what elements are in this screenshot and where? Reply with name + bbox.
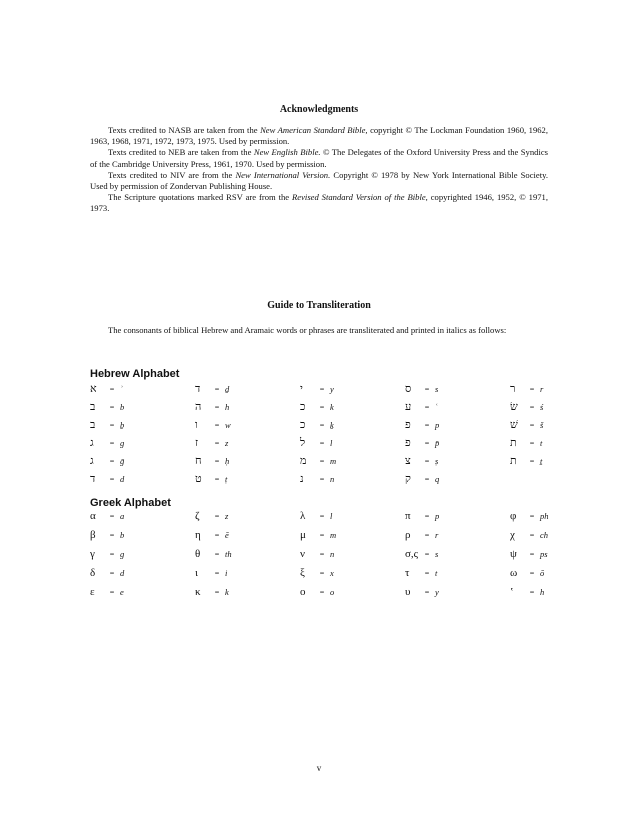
hebrew-letter: פ [405,437,411,449]
equals-sign: = [319,531,325,540]
greek-letter-entry [405,548,438,560]
greek-letter: ι [195,567,198,579]
equals-sign: = [109,439,115,448]
equals-sign: = [319,475,325,484]
equals-sign: = [319,439,325,448]
hebrew-letter-entry [195,437,228,449]
equals-sign: = [319,385,325,394]
greek-letter: σ,ς [405,548,419,560]
transliteration: th [225,549,232,559]
transliteration: s [435,384,439,394]
greek-letter-entry [510,529,548,541]
hebrew-letter: ד [195,383,201,395]
greek-letter: μ [300,529,306,541]
equals-sign: = [109,421,115,430]
greek-letter: τ [405,567,410,579]
equals-sign: = [424,475,430,484]
hebrew-letter-entry [195,473,227,485]
hebrew-letter: כ [300,419,306,431]
transliteration: d [120,568,125,578]
hebrew-letter: שׁ [510,419,518,431]
equals-sign: = [214,550,220,559]
hebrew-letter-entry [405,419,439,431]
greek-letter: ψ [510,548,517,560]
greek-letter: α [90,510,96,522]
equals-sign: = [319,421,325,430]
transliteration: z [225,511,229,521]
equals-sign: = [424,439,430,448]
equals-sign: = [424,403,430,412]
hebrew-letter: ל [300,437,306,449]
hebrew-letter-entry [90,437,124,449]
text-run: , copyright © The Lockman Foundation 1960, 1962, 1963, 1968, 1971, 1972, 1973, 1975. Used by permission. [90,125,548,147]
equals-sign: = [109,550,115,559]
transliteration: g [120,549,125,559]
greek-letter-entry [300,510,332,522]
bible-title: New English Bible. [253,147,321,158]
transliteration: i [225,568,228,578]
greek-letter: ρ [405,529,411,541]
hebrew-letter: כ [300,401,306,413]
transliteration: ḏ [225,384,230,394]
equals-sign: = [529,439,535,448]
bible-title: New American Standard Bible [260,125,366,135]
greek-letter: δ [90,567,96,579]
equals-sign: = [529,550,535,559]
greek-letter-entry [195,586,229,598]
transliteration: k [330,402,334,412]
hebrew-letter-entry [510,401,543,413]
transliteration: b [120,402,125,412]
equals-sign: = [214,588,220,597]
greek-alphabet-heading: Greek Alphabet [90,497,171,509]
hebrew-letter-entry [300,401,334,413]
hebrew-letter-entry [300,473,334,485]
greek-letter-entry [300,567,334,579]
greek-letter-entry [510,567,544,579]
hebrew-letter-entry [300,383,334,395]
hebrew-letter-entry [510,437,542,449]
hebrew-letter: ת [510,455,517,467]
transliteration: ḡ [120,456,125,466]
transliteration: ṣ [435,456,439,466]
transliteration: ph [540,511,549,521]
hebrew-letter: שׂ [510,401,518,413]
hebrew-letter-entry [90,455,124,467]
hebrew-letter-entry [405,455,438,467]
equals-sign: = [214,385,220,394]
transliteration: n [330,474,335,484]
transliteration: a [120,511,125,521]
equals-sign: = [214,512,220,521]
transliteration-intro [90,325,548,336]
hebrew-letter: ד [90,473,96,485]
acknowledgment-paragraph [90,125,548,147]
greek-letter: θ [195,548,201,560]
transliteration: w [225,420,231,430]
hebrew-letter-entry [510,419,543,431]
equals-sign: = [424,457,430,466]
equals-sign: = [319,457,325,466]
transliteration: ch [540,530,549,540]
equals-sign: = [529,588,535,597]
hebrew-alphabet-heading: Hebrew Alphabet [90,368,180,380]
hebrew-letter: ע [405,401,412,413]
transliteration: r [435,530,439,540]
text-run: Texts credited to NIV are from the [108,169,236,180]
text-run: Texts credited to NASB are taken from the [108,125,261,135]
hebrew-letter-entry [195,419,231,431]
equals-sign: = [424,512,430,521]
text-run: Texts credited to NEB are taken from the [108,147,254,158]
hebrew-letter: ב [90,401,96,413]
equals-sign: = [319,403,325,412]
greek-letter: ξ [300,567,305,579]
hebrew-letter: א [90,383,97,395]
hebrew-letter: ט [195,473,202,485]
greek-letter-entry [405,510,439,522]
transliteration: h [225,402,230,412]
equals-sign: = [214,421,220,430]
page-number: v [316,763,322,773]
greek-letter-entry [195,529,229,541]
transliteration: ḇ [120,420,125,430]
greek-letter: γ [90,548,95,560]
hebrew-letter: מ [300,455,307,467]
transliteration: m [330,456,337,466]
greek-letter: η [195,529,201,541]
greek-letter: λ [300,510,306,522]
equals-sign: = [214,403,220,412]
transliteration: ps [540,549,548,559]
greek-letter: κ [195,586,201,598]
acknowledgment-paragraph [90,192,548,214]
transliteration: y [330,384,334,394]
equals-sign: = [109,457,115,466]
transliteration: ṯ [540,456,543,466]
greek-letter-entry [510,548,548,560]
hebrew-letter: ב [90,419,96,431]
equals-sign: = [109,403,115,412]
transliteration: l [330,438,333,448]
hebrew-letter: ג [90,455,94,467]
greek-letter: ο [300,586,306,598]
greek-letter: π [405,510,411,522]
hebrew-letter: ר [510,383,516,395]
hebrew-letter-entry [195,401,229,413]
transliteration: ś [540,402,544,412]
transliteration: x [330,568,334,578]
hebrew-letter-entry [90,383,123,395]
hebrew-letter-entry [300,437,332,449]
equals-sign: = [214,569,220,578]
greek-letter-entry [300,529,336,541]
transliteration: ḥ [225,456,230,466]
greek-letter-entry [300,548,334,560]
greek-letter-entry [195,510,228,522]
transliteration: ō [540,568,545,578]
equals-sign: = [529,421,535,430]
transliteration: d [120,474,125,484]
greek-letter: β [90,529,96,541]
equals-sign: = [529,457,535,466]
greek-letter-entry [90,510,124,522]
transliteration: m [330,530,337,540]
hebrew-letter: ת [510,437,517,449]
bible-title: Revised Standard Version of the Bible [292,192,426,203]
greek-letter-entry [195,567,227,579]
equals-sign: = [424,421,430,430]
hebrew-letter: פ [405,419,411,431]
transliteration: ʾ [120,384,123,394]
transliteration: e [120,587,124,597]
transliteration: b [120,530,125,540]
transliteration: h [540,587,545,597]
greek-letter-entry [195,548,232,560]
greek-letter: ζ [195,510,200,522]
equals-sign: = [214,475,220,484]
hebrew-letter-entry [510,455,542,467]
greek-letter-entry [510,586,544,598]
hebrew-letter: ס [405,383,412,395]
hebrew-letter-entry [405,473,439,485]
text-run: , copyrighted 1946, 1952, © 1971, 1973. [90,192,548,214]
transliteration: t [540,438,543,448]
greek-letter-entry [510,510,549,522]
acknowledgments-title: Acknowledgments [279,104,359,115]
equals-sign: = [319,569,325,578]
hebrew-letter: ז [195,437,199,449]
transliteration: ʿ [435,402,438,412]
hebrew-letter-entry [405,383,438,395]
hebrew-letter-entry [90,419,124,431]
equals-sign: = [214,439,220,448]
equals-sign: = [319,550,325,559]
greek-letter: υ [405,586,411,598]
transliteration: p [435,420,440,430]
greek-letter: ν [300,548,305,560]
equals-sign: = [529,531,535,540]
transliteration: q [435,474,440,484]
hebrew-letter-entry [300,419,334,431]
acknowledgments-body [90,125,548,215]
greek-letter-entry [405,586,439,598]
equals-sign: = [109,531,115,540]
transliteration: p [435,511,440,521]
hebrew-letter-entry [300,455,336,467]
hebrew-letter: ה [195,401,202,413]
hebrew-letter-entry [90,401,124,413]
equals-sign: = [109,385,115,394]
hebrew-letter: ח [195,455,202,467]
transliteration: š [540,420,544,430]
equals-sign: = [424,569,430,578]
transliteration: k [225,587,229,597]
equals-sign: = [529,512,535,521]
equals-sign: = [109,588,115,597]
equals-sign: = [529,385,535,394]
hebrew-letter-entry [510,383,543,395]
transliteration: s [435,549,439,559]
equals-sign: = [319,512,325,521]
hebrew-letter: י [300,383,303,395]
text-run: The Scripture quotations marked RSV are from the [108,192,293,203]
equals-sign: = [424,531,430,540]
equals-sign: = [319,588,325,597]
hebrew-letter-entry [195,383,229,395]
transliteration: p̄ [435,438,440,448]
greek-letter-entry [90,567,124,579]
greek-letter-entry [90,529,124,541]
equals-sign: = [214,531,220,540]
transliteration: ḵ [330,420,334,430]
acknowledgment-paragraph [90,170,548,192]
hebrew-letter-entry [405,437,439,449]
greek-letter: χ [510,529,515,541]
greek-letter: ω [510,567,518,579]
greek-letter: ʽ [510,586,514,598]
transliteration: ē [225,530,229,540]
greek-letter: ε [90,586,95,598]
bible-title: New International Version. [235,169,331,180]
greek-letter-entry [300,586,334,598]
equals-sign: = [109,475,115,484]
text-run: Copyright © 1978 by New York International Bible Society. Used by permission of Zondervan Publishing House. [90,169,549,192]
greek-letter-entry [90,586,124,598]
hebrew-letter: ו [195,419,198,431]
equals-sign: = [424,550,430,559]
equals-sign: = [109,569,115,578]
equals-sign: = [214,457,220,466]
greek-letter: φ [510,510,517,522]
text-run: © The Delegates of the Oxford University Press and the Syndics of the Cambridge University Press, 1961, 1970. Used by permission. [90,147,548,169]
transliteration: z [225,438,229,448]
transliteration: g [120,438,125,448]
hebrew-letter: ג [90,437,94,449]
transliteration: o [330,587,335,597]
hebrew-letter-entry [90,473,124,485]
transliteration: t [435,568,438,578]
hebrew-letter: ק [405,473,411,485]
transliteration: ṭ [225,474,228,484]
equals-sign: = [424,588,430,597]
hebrew-letter: נ [300,473,304,485]
transliteration: l [330,511,333,521]
intro-paragraph: The consonants of biblical Hebrew and Aramaic words or phrases are transliterated and printed in italics as follows: [108,325,507,335]
equals-sign: = [109,512,115,521]
equals-sign: = [529,569,535,578]
transliteration-guide-title: Guide to Transliteration [267,300,371,311]
hebrew-letter: צ [405,455,411,467]
greek-letter-entry [90,548,124,560]
equals-sign: = [424,385,430,394]
hebrew-letter-entry [405,401,438,413]
greek-letter-entry [405,567,437,579]
greek-letter-entry [405,529,438,541]
acknowledgment-paragraph [90,147,548,169]
transliteration: n [330,549,335,559]
equals-sign: = [529,403,535,412]
transliteration: y [435,587,439,597]
transliteration: r [540,384,544,394]
hebrew-letter-entry [195,455,229,467]
